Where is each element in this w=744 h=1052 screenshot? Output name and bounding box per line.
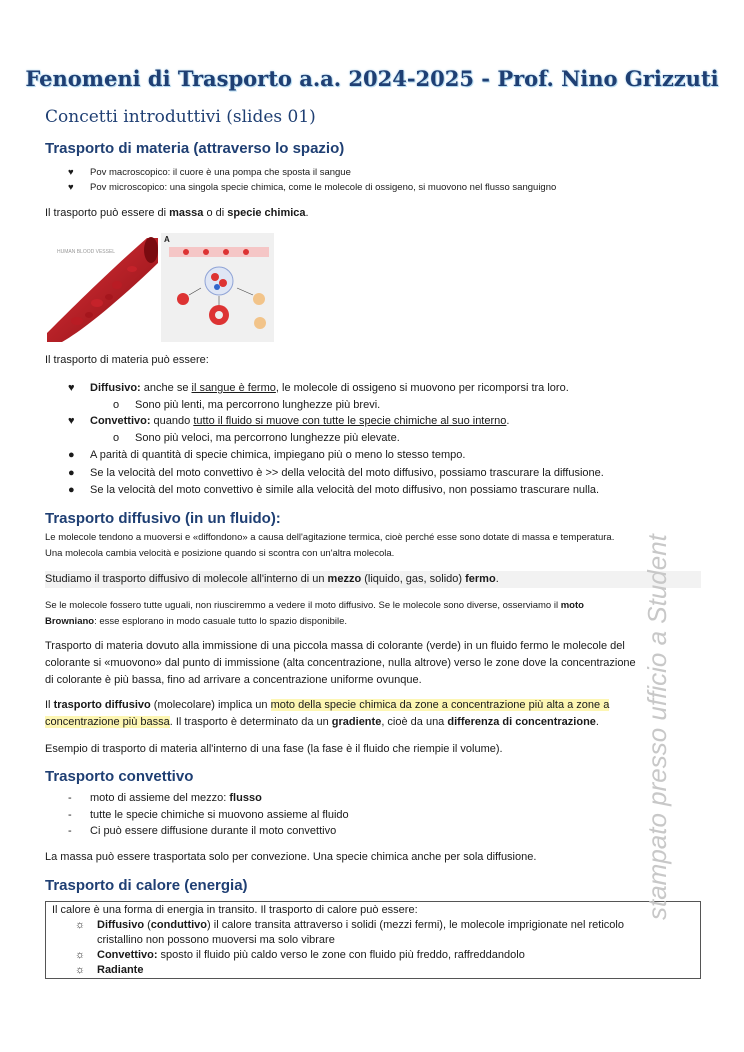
- list-item: ♥ Pov microscopico: una singola specie chimica, come le molecole di ossigeno, si muovono nel flusso sanguigno: [68, 182, 557, 193]
- watermark: stampato presso ufficio a Student: [642, 534, 672, 920]
- dash-bullet-icon: -: [68, 792, 72, 804]
- oxygen-diagram-image: [161, 233, 274, 342]
- document-title: Fenomeni di Trasporto a.a. 2024-2025 - Prof. Nino Grizzuti: [25, 66, 719, 91]
- list-item: ● Se la velocità del moto convettivo è simile alla velocità del moto diffusivo, non possiamo trascurare nulla.: [68, 484, 600, 496]
- section-heading-intro: Concetti introduttivi (slides 01): [45, 107, 316, 127]
- list-item: ● A parità di quantità di specie chimica, impiegano più o meno lo stesso tempo.: [68, 449, 466, 461]
- sun-bullet-icon: ☼: [75, 919, 86, 931]
- calore-item-diffusivo-cont: cristallino non possono muoversi ma solo vibrare: [97, 934, 335, 946]
- paragraph-colorante: Trasporto di materia dovuto alla immissione di una piccola massa di colorante (verde) in un fluido fermo le molecole del colorante si «muovono» dal punto di immissione (alta concentrazione, nulla altrove) verso le zone dove la concentrazione di colorante è più bassa, fino ad arrivare a concentrazione uniforme ovunque.: [45, 640, 636, 686]
- sun-bullet-icon: ☼: [75, 964, 86, 976]
- circle-bullet-icon: o: [113, 432, 120, 444]
- dash-bullet-icon: -: [68, 825, 72, 837]
- paragraph-browniano: Se le molecole fossero tutte uguali, non riusciremmo a vedere il moto diffusivo. Se le molecole sono diverse, osserviamo il moto Browniano: esse esplorano in modo casuale tutto lo spazio disponibile.: [45, 600, 584, 627]
- list-item: ● Se la velocità del moto convettivo è >> della velocità del moto diffusivo, possiamo trascurare la diffusione.: [68, 467, 604, 479]
- paragraph-massa: Il trasporto può essere di massa o di specie chimica.: [45, 207, 309, 219]
- dot-bullet-icon: ●: [68, 449, 75, 461]
- heart-bullet-icon: ♥: [68, 182, 74, 193]
- calore-item-radiante: ☼ Radiante: [75, 964, 144, 976]
- blood-vessel-image: [47, 233, 158, 342]
- list-item-convettivo: ♥ Convettivo: quando tutto il fluido si muove con tutte le specie chimiche al suo interno.: [68, 415, 510, 427]
- heading-trasporto-diffusivo: Trasporto diffusivo (in un fluido):: [45, 510, 281, 527]
- heart-bullet-icon: ♥: [68, 167, 74, 178]
- list-item: - moto di assieme del mezzo: flusso: [68, 792, 262, 804]
- paragraph-agitazione: Le molecole tendono a muoversi e «diffondono» a causa dell'agitazione termica, cioè perché esse sono dotate di massa e temperatura. Una molecola cambia velocità e posizione quando si scontra con un'altra molecola.: [45, 532, 615, 559]
- dot-bullet-icon: ●: [68, 484, 75, 496]
- calore-intro: Il calore è una forma di energia in transito. Il trasporto di calore può essere:: [52, 904, 418, 916]
- paragraph-convezione: La massa può essere trasportata solo per convezione. Una specie chimica anche per sola diffusione.: [45, 851, 537, 863]
- heart-bullet-icon: ♥: [68, 415, 75, 427]
- heading-trasporto-convettivo: Trasporto convettivo: [45, 768, 194, 785]
- paragraph-mezzo-fermo: Studiamo il trasporto diffusivo di molecole all'interno di un mezzo (liquido, gas, solido) fermo.: [45, 573, 499, 585]
- diagram-label: A: [164, 235, 170, 244]
- calore-item-convettivo: ☼ Convettivo: sposto il fluido più caldo verso le zone con fluido più freddo, raffreddandolo: [75, 949, 525, 961]
- sub-list-item: o Sono più veloci, ma percorrono lunghezze più elevate.: [113, 432, 400, 444]
- paragraph-esempio: Esempio di trasporto di materia all'interno di una fase (la fase è il fluido che riempie il volume).: [45, 743, 503, 755]
- heading-trasporto-materia: Trasporto di materia (attraverso lo spazio): [45, 140, 345, 157]
- circle-bullet-icon: o: [113, 399, 120, 411]
- dot-bullet-icon: ●: [68, 467, 75, 479]
- image-caption: HUMAN BLOOD VESSEL: [57, 249, 116, 255]
- list-item: ♥ Pov macroscopico: il cuore è una pompa che sposta il sangue: [68, 167, 351, 178]
- list-item: - Ci può essere diffusione durante il moto convettivo: [68, 825, 337, 837]
- list-item-diffusivo: ♥ Diffusivo: anche se il sangue è fermo, le molecole di ossigeno si muovono per ricomporsi tra loro.: [68, 382, 569, 394]
- dash-bullet-icon: -: [68, 809, 72, 821]
- paragraph-gradiente: Il trasporto diffusivo (molecolare) implica un moto della specie chimica da zone a concentrazione più alta a zone a concentrazione più bassa. Il trasporto è determinato da un gradiente, cioè da una differenza di concentrazione.: [45, 699, 610, 728]
- heading-trasporto-calore: Trasporto di calore (energia): [45, 877, 248, 894]
- sun-bullet-icon: ☼: [75, 949, 86, 961]
- list-item: - tutte le specie chimiche si muovono assieme al fluido: [68, 809, 349, 821]
- calore-item-diffusivo: ☼ Diffusivo (conduttivo) il calore transita attraverso i solidi (mezzi fermi), le molecole imprigionate nel reticolo: [75, 919, 624, 931]
- heart-bullet-icon: ♥: [68, 382, 75, 394]
- sub-list-item: o Sono più lenti, ma percorrono lunghezze più brevi.: [113, 399, 381, 411]
- paragraph-puo-essere: Il trasporto di materia può essere:: [45, 354, 209, 366]
